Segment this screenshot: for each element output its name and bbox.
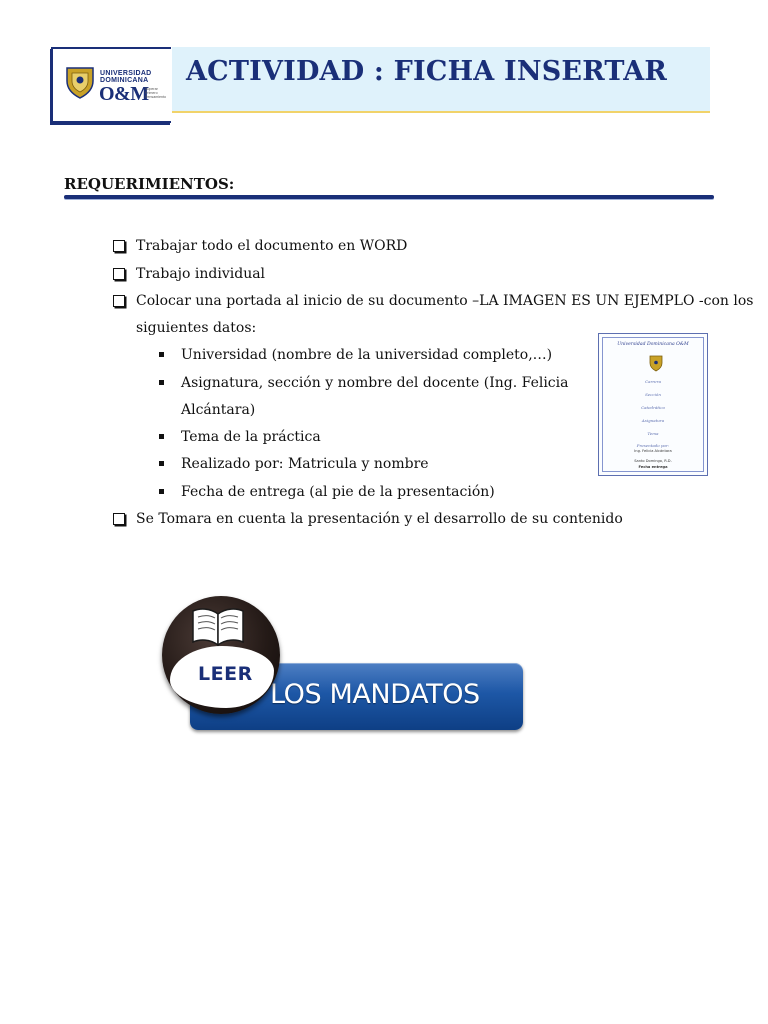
university-logo <box>51 47 171 123</box>
sample-cover-presented-name: Ing. Felicia Alcántara <box>634 449 672 453</box>
square-bullet-icon <box>159 434 164 439</box>
sample-cover-line: Carrera <box>645 379 661 384</box>
list-item: Se Tomara en cuenta la presentación y el desarrollo de su contenido <box>136 511 623 527</box>
sub-list-item: Asignatura, sección y nombre del docente (Ing. Felicia <box>181 375 569 391</box>
square-bullet-icon <box>159 489 164 494</box>
sample-cover-presented-by: Presentado por: <box>636 443 670 448</box>
sample-cover-border <box>602 337 704 472</box>
square-bullet-icon <box>159 380 164 385</box>
sub-list-item-continuation: Alcántara) <box>181 402 256 418</box>
checkbox-bullet-icon <box>113 240 125 252</box>
badge-label: LEER <box>198 663 253 685</box>
sample-cover-line: Catedrático <box>641 405 665 410</box>
sample-cover-line: Asignatura <box>641 418 665 423</box>
list-item: Trabajar todo el documento en WORD <box>136 238 408 254</box>
logo-tag3: Pensamiento <box>145 95 166 99</box>
square-bullet-icon <box>159 352 164 357</box>
logo-wordmark <box>100 70 152 84</box>
sub-list-item: Realizado por: Matricula y nombre <box>181 456 429 472</box>
logo-line1: UNIVERSIDAD <box>100 70 152 77</box>
open-book-icon <box>188 604 248 648</box>
list-item: Colocar una portada al inicio de su documento –LA IMAGEN ES UN EJEMPLO -con los <box>136 293 754 309</box>
list-item-continuation: siguientes datos: <box>136 320 257 336</box>
checkbox-bullet-icon <box>113 268 125 280</box>
sample-cover-date: Fecha entrega <box>638 465 668 469</box>
sample-cover-place: Santo Domingo, R.D. <box>634 459 672 463</box>
sample-cover-title: Universidad Dominicana O&M <box>617 342 689 347</box>
logo-tag2: Primero <box>145 91 158 95</box>
sub-list-item: Fecha de entrega (al pie de la presentación) <box>181 484 495 500</box>
shield-icon <box>65 65 95 99</box>
logo-brand: O&M <box>99 83 149 105</box>
page-title: ACTIVIDAD : FICHA INSERTAR <box>186 56 667 87</box>
sample-cover-image <box>598 333 708 476</box>
list-item: Trabajo individual <box>136 266 266 282</box>
checkbox-bullet-icon <box>113 513 125 525</box>
square-bullet-icon <box>159 461 164 466</box>
read-mandates-banner[interactable] <box>162 595 526 735</box>
logo-tag1: Superar <box>145 87 158 91</box>
sample-cover-line: Sección <box>645 392 661 397</box>
sample-cover-line: Tema <box>647 431 659 436</box>
read-badge[interactable] <box>162 596 280 714</box>
requirements-heading: REQUERIMIENTOS: <box>64 175 235 193</box>
logo-line2: DOMINICANA <box>100 77 149 84</box>
sub-list-item: Tema de la práctica <box>181 429 321 445</box>
banner-label: LOS MANDATOS <box>270 679 480 710</box>
shield-icon <box>649 355 663 372</box>
logo-tagline <box>145 87 166 99</box>
checkbox-bullet-icon <box>113 295 125 307</box>
sub-list-item: Universidad (nombre de la universidad completo,…) <box>181 347 553 363</box>
heading-divider <box>64 195 714 199</box>
